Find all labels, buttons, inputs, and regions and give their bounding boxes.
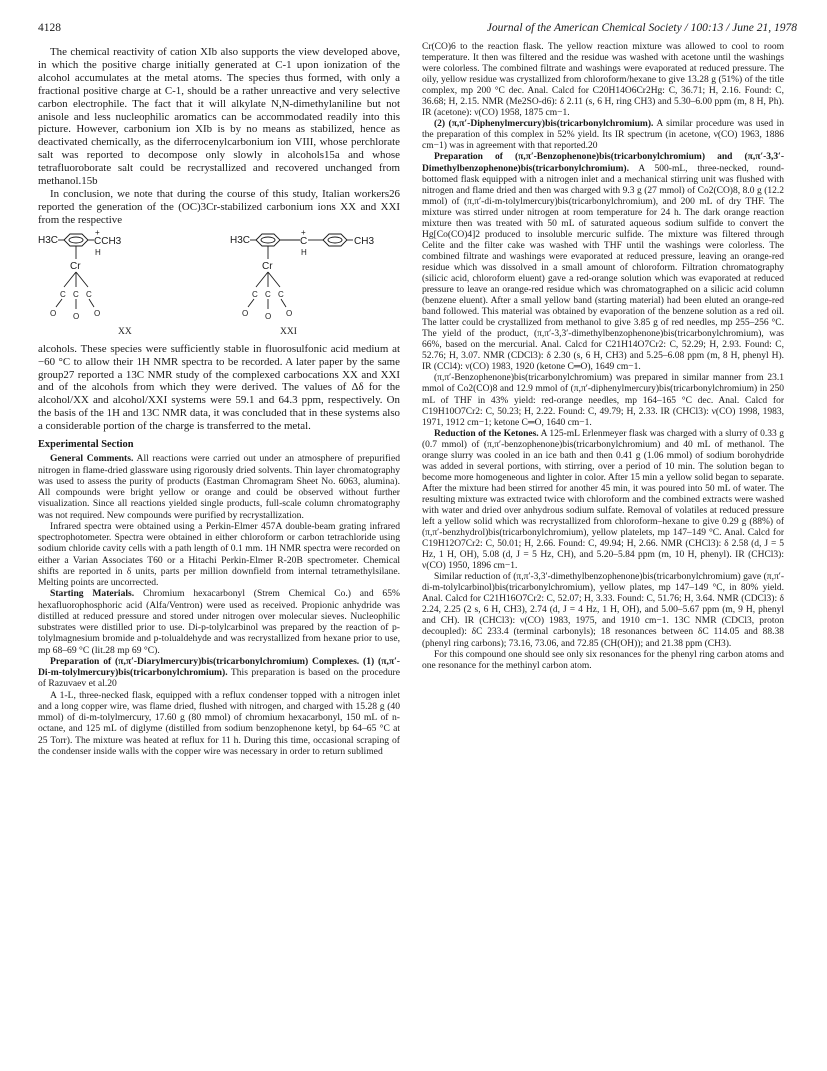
carbonyl-carbon: C — [252, 289, 258, 299]
carbonyl-oxygen: O — [94, 308, 101, 318]
carbonyl-carbon: C — [265, 289, 271, 299]
paragraph: Cr(CO)6 to the reaction flask. The yellow reaction mixture was allowed to cool to room temperature. It then was filtered and the residue was washed with acetone until the washings were colorless. The combined filtrate and washings were evaporated at reduced pressure. The oily, yellow residue was crystallized from chloroform/hexane to give 13.28 g (51%) of the title complex, mp 200 °C dec. Anal. Calcd for C20H14O6Cr2Hg: C, 36.71; H, 2.16. Found: C, 36.68; H, 2.15. NMR (Me2SO-d6): δ 2.11 (s, 6 H, ring CH3) and 5.30–6.00 ppm (m, 8 H, Ph). IR (acetone): ν(CO) 1958, 1875 cm−1. — [422, 42, 784, 119]
paragraph: In conclusion, we note that during the course of this study, Italian workers26 reported the generation of the (OC)3Cr-stabilized carbonium ions XX and XXI from the respective — [38, 187, 400, 226]
paragraph: The chemical reactivity of cation XIb also supports the view developed above, in which the positive charge initially generated at C-1 upon ionization of the alcohol accumulates at the metal atoms. The species thus formed, with only a fractional positive charge at C-1, should be a rather unreactive and very selective carbon electrophile. The fact that it will alkylate N,N-dimethylaniline but not anisole and less nucleophilic aromatics can be accommodated readily into this picture. However, carbonium ion XIb is by no means as stabilized, hence as deactivated chemically, as the diferrocenylcarbonium ion VIII, whose perchlorate salt was reported to decompose only slowly in alcohols15a and whose tetrafluoroborate salt could be recrystallized and recovered unchanged from methanol.15b — [38, 46, 400, 188]
paragraph-body: A similar procedure was used in the preparation of this complex in 52% yield. Its IR spectrum (in acetone, ν(CO) 1963, 1886 cm−1) was in agreement with that reported.20 — [422, 119, 784, 152]
carbinyl-label: CCH3 — [94, 235, 122, 247]
paragraph-body: Chromium hexacarbonyl (Strem Chemical Co.) and 65% hexafluorophosphoric acid (Alfa/Ventron) were used as received. Propionic anhydride was distilled at reduced pressure and stored under nitrogen over molecular sieves. Nucleophilic substrates were distilled prior to use. Di-p-tolylcarbinol was prepared by the reaction of p-tolylmagnesium bromide and p-tolualdehyde and was recrystallized from hexane prior to use, mp 68–69 °C (lit.28 mp 69 °C). — [38, 588, 400, 656]
carbonyl-oxygen: O — [286, 308, 293, 318]
paragraph-body: A 125-mL Erlenmeyer flask was charged with a slurry of 0.33 g (0.7 mmol) of (π,π′-benzophenone)bis(tricarbonylchromium) and 40 mL of methanol. The orange slurry was cooled in an ice bath and then 0.41 g (1.06 mmol) of sodium borohydride was added in several portions, with stirring, over a period of 10 min. The solution began to become more homogeneous and lighter in color. After 15 min a yellow solid began to separate. After the mixture had been stirred for another 45 min, it was poured into 50 mL of water. The resulting mixture was extracted twice with chloroform and the combined extracts were washed with water and dried over anhydrous sodium sulfate. Removal of volatiles at reduced pressure left a yellow solid which was recrystallized from chloroform–hexane to give 0.29 g (88%) of (π,π′-benzhydrol)bis(tricarbonylchromium), yellow platelets, mp 147–149 °C. Anal. Calcd for C19H12O7Cr2: C, 50.01; H, 2.66. Found: C, 49.94; H, 2.66. NMR (CHCl3): δ 2.58 (d, J = 5 Hz, 1 H, OH), 5.08 (d, J = 5 Hz, CH), and 5.20–5.84 ppm (m, 10 H, phenyl). IR (CHCl3): ν(CO) 1950, 1896 cm−1. — [422, 428, 784, 572]
chromium-label: Cr — [262, 260, 273, 272]
methyl-label: H3C — [38, 234, 59, 246]
run-in-heading: Preparation of (π,π′-Benzophenone)bis(tricarbonylchromium) and (π,π′-3,3′-Dimethylbenzophenone)bis(tricarbonylchromium). — [422, 152, 784, 174]
paragraph: Similar reduction of (π,π′-3,3′-dimethylbenzophenone)bis(tricarbonylchromium) gave (π,π′-di-m-tolylcarbinol)bis(tricarbonylchromium), yellow plates, mp 147–149 °C, in 80% yield. Anal. Calcd for C21H16O7Cr2: C, 52.07; H, 3.33. Found: C, 51.76; H, 3.64. NMR (CDCl3): δ 2.24, 2.25 (2 s, 6 H, CH3), 2.74 (d, J = 4 Hz, 1 H, OH), and 5.00–5.67 ppm (m, 9 H, phenyl and CH). IR (CHCl3): ν(CO) 1983, 1975, and 1910 cm−1. 13C NMR (CDCl3, proton decoupled): δC 233.4 (terminal carbonyls); 18 resonances between δC 114.05 and 88.38 (phenyl ring carbons); 73.16, 73.06, and 72.85 (CH(OH)); and 21.38 ppm (CH3). — [422, 572, 784, 649]
structure-xx — [38, 229, 400, 327]
journal-citation: Journal of the American Chemical Society / 100:13 / June 21, 1978 — [486, 22, 797, 34]
run-in-heading: Preparation of (π,π′-Diarylmercury)bis(tricarbonylchromium) Complexes. (1) (π,π′-Di-m-tolylmercury)bis(tricarbonylchromium). — [38, 655, 400, 679]
run-in-heading: General Comments. — [50, 453, 134, 465]
running-header — [38, 22, 797, 38]
paragraph-body: All reactions were carried out under an atmosphere of prepurified nitrogen in flame-dried glassware using rigorously dried solvents. Thin layer chromatography was used to assess the purity of products (Eastman Chromagram Sheet No. 6063, alumina). All compounds were bright yellow or orange and could be observed without further visualization. Since all reactions yielded single products, full-scale column chromatography was not required. New compounds were purified by recrystallization. — [38, 453, 400, 521]
paragraph-body: A 500-mL, three-necked, round-bottomed flask equipped with a nitrogen inlet and a mechanical stirring unit was flushed with nitrogen and flame dried and then was charged with 9.3 g (27 mmol) of Co2(CO)8, 8.0 g (12.2 mmol) of (π,π′-di-m-tolylmercury)bis(tricarbonylchromium), and 200 mL of dry THF. The mixture was stirred under nitrogen at room temperature for 24 h. The dark orange reaction mixture then was treated with 50 mL of saturated aqueous sodium sulfide to convert the Hg[Co(CO)4]2 produced to insoluble mercuric sulfide. The mixture was filtered through Celite and the filter cake was washed with THF until the washings were colorless. The combined filtrate and washings were evaporated at reduced pressure, leaving an orange-red residue which was dissolved in a small amount of chloroform. Filtration chromatography (silicic acid, chloroform eluent) gave a red-orange solution which was evaporated at reduced pressure to leave an orange-red residue which was chromatographed on a silicic acid column (benzene eluent). After a small yellow band (starting material) had been eluted an orange-red band followed. This material was obtained by evaporation of the benzene solution as a red oil. The latter could be crystallized from methanol to give 3.85 g of red needles, mp 255–256 °C. The yield of the product, (π,π′-3,3′-dimethylbenzophenone)bis(tricarbonylchromium), was 66%, based on the mercurial. Anal. Calcd for C21H14O7Cr2: C, 52.29; H, 2.93. Found: C, 52.76; H, 3.07. NMR (CDCl3): δ 2.30 (s, 6 H, CH3) and 5.25–6.08 ppm (m, 8 H, phenyl H). IR (CCl4): ν(CO) 1983, 1920 (ketone C═O), 1649 cm−1. — [422, 163, 784, 373]
structure-label-xxi: XXI — [280, 326, 297, 337]
run-in-heading: Reduction of the Ketones. — [434, 428, 539, 439]
paragraph: Infrared spectra were obtained using a Perkin-Elmer 457A double-beam grating infrared spectrophotometer. Spectra were obtained in either chloroform or carbon tetrachloride using sodium chloride cavity cells with a path length of 0.1 mm. 1H NMR spectra were recorded on either a Varian Associates T60 or a Hitachi Perkin-Elmer R-20B spectrometer. Chemical shifts are reported in δ units, parts per million downfield from internal tetramethylsilane. Melting points are uncorrected. — [38, 520, 400, 589]
right-column — [422, 42, 784, 672]
carbonyl-oxygen: O — [265, 311, 272, 321]
plus-sign: + — [301, 228, 306, 237]
carbonyl-carbon: C — [278, 289, 284, 299]
paragraph — [38, 453, 400, 521]
structure-label-xx: XX — [118, 326, 132, 337]
plus-sign: + — [95, 228, 100, 237]
chromium-label: Cr — [70, 260, 81, 272]
carbonyl-oxygen: O — [73, 311, 80, 321]
paragraph: For this compound one should see only six resonances for the phenyl ring carbon atoms and one resonance for the methinyl carbon atom. — [422, 649, 784, 671]
paragraph: alcohols. These species were sufficiently stable in fluorosulfonic acid medium at −60 °C to allow their 1H NMR spectra to be recorded. A later paper by the same group27 reported a 13C NMR study of the complexed carbocations XX and XXI and of the alcohols from which they were derived. The values of Δδ for the alcohol/XX and alcohol/XXI systems were 59.1 and 64.3 ppm, respectively. On the basis of the 1H and 13C NMR data, it was concluded that in these systems also a considerable portion of the charge is transferred to the metal. — [38, 342, 400, 433]
run-in-heading: (2) (π,π′-Diphenylmercury)bis(tricarbonylchromium). — [434, 119, 654, 130]
paragraph: (π,π′-Benzophenone)bis(tricarbonylchromium) was prepared in similar manner from 23.1 mmol of Co2(CO)8 and 12.9 mmol of (π,π′-diphenylmercury)bis(tricarbonylchromium) in 250 mL of THF in 43% yield: red-orange needles, mp 164–165 °C dec. Anal. Calcd for C19H10O7Cr2: C, 50.23; H, 2.22. Found: C, 49.79; H, 2.33. IR (CHCl3): ν(CO) 1998, 1983, 1971, 1912 cm−1; ketone C═O, 1640 cm−1. — [422, 373, 784, 428]
methyl-label: CH3 — [354, 235, 375, 247]
hydrogen-label: H — [301, 247, 307, 257]
page-number: 4128 — [38, 22, 61, 34]
hydrogen-label: H — [95, 247, 101, 257]
paragraph — [38, 656, 400, 690]
carbonyl-oxygen: O — [242, 308, 249, 318]
run-in-heading: Starting Materials. — [50, 588, 135, 600]
paragraph — [422, 119, 784, 152]
methyl-label: H3C — [230, 234, 251, 246]
structures-figure — [38, 229, 400, 341]
left-column — [38, 46, 400, 757]
carbonyl-carbon: C — [86, 289, 92, 299]
paragraph — [422, 429, 784, 573]
carbonyl-oxygen: O — [50, 308, 57, 318]
paragraph — [422, 152, 784, 373]
paragraph — [38, 588, 400, 656]
paragraph-body: This preparation is based on the procedure of Razuvaev et al.20 — [38, 667, 400, 690]
paragraph: A 1-L, three-necked flask, equipped with a reflux condenser topped with a nitrogen inlet and a long copper wire, was flame dried, flushed with nitrogen, and charged with 15.28 g (40 mmol) of di-m-tolylmercury, 17.60 g (80 mmol) of chromium hexacarbonyl, 150 mL of n-octane, and 125 mL of diglyme (distilled from sodium benzophenone ketyl, bp 64–65 °C at 25 Torr). The mixture was heated at reflux for 11 h. During this time, occasional scraping of the condenser inside walls with the copper wire was necessary in order to return sublimed — [38, 689, 400, 757]
carbinyl-label: C — [300, 235, 308, 247]
section-heading: Experimental Section — [38, 439, 134, 451]
carbonyl-carbon: C — [60, 289, 66, 299]
carbonyl-carbon: C — [73, 289, 79, 299]
